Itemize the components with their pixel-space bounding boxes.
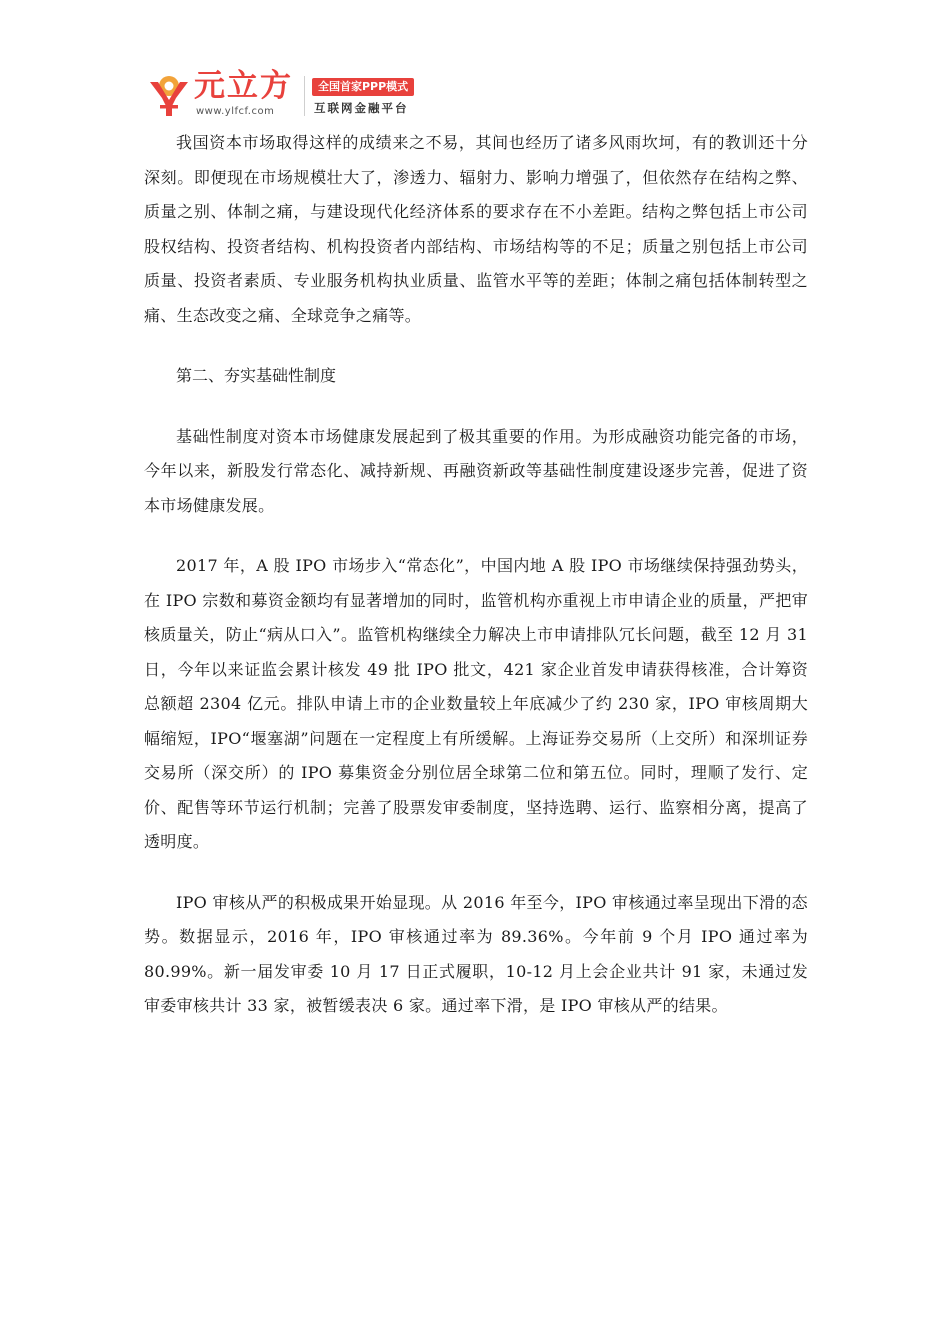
- tagline-badge: 全国首家PPP模式: [312, 78, 414, 96]
- header-divider: [304, 76, 305, 116]
- section-heading: 第二、夯实基础性制度: [176, 366, 337, 385]
- page-header: [146, 66, 506, 124]
- document-body: [144, 126, 808, 1024]
- tagline-subtitle: 互联网金融平台: [314, 101, 409, 115]
- logo-icon: [146, 72, 192, 118]
- paragraph-4: IPO 审核从严的积极成果开始显现。从 2016 年至今，IPO 审核通过率呈现出下滑的态势。数据显示，2016 年，IPO 审核通过率为 89.36%。今年前 9 个月 IPO 通过率为 80.99%。新一届发审委 10 月 17 日正式履职，10-12 月上会企业共计 91 家，未通过发审委审核共计 33 家，被暂缓表决 6 家。通过率下滑，是 IPO 审核从严的结果。: [144, 892, 808, 1015]
- paragraph-3: 2017 年，A 股 IPO 市场步入“常态化”，中国内地 A 股 IPO 市场继续保持强劲势头，在 IPO 宗数和募资金额均有显著增加的同时，监管机构亦重视上市申请企业的质量，严把审核质量关，防止“病从口入”。监管机构继续全力解决上市申请排队冗长问题，截至 12 月 31 日，今年以来证监会累计核发 49 批 IPO 批文，421 家企业首发申请获得核准，合计筹资总额超 2304 亿元。排队申请上市的企业数量较上年底减少了约 230 家，IPO 审核周期大幅缩短，IPO“堰塞湖”问题在一定程度上有所缓解。上海证券交易所（上交所）和深圳证券交易所（深交所）的 IPO 募集资金分别位居全球第二位和第五位。同时，理顺了发行、定价、配售等环节运行机制；完善了股票发审委制度，坚持选聘、运行、监察相分离，提高了透明度。: [144, 556, 808, 851]
- paragraph-2: 基础性制度对资本市场健康发展起到了极其重要的作用。为形成融资功能完备的市场，今年以来，新股发行常态化、减持新规、再融资新政等基础性制度建设逐步完善，促进了资本市场健康发展。: [144, 426, 808, 515]
- paragraph-1: 我国资本市场取得这样的成绩来之不易，其间也经历了诸多风雨坎坷，有的教训还十分深刻。即便现在市场规模壮大了，渗透力、辐射力、影响力增强了，但依然存在结构之弊、质量之别、体制之痛，与建设现代化经济体系的要求存在不小差距。结构之弊包括上市公司股权结构、投资者结构、机构投资者内部结构、市场结构等的不足；质量之别包括上市公司质量、投资者素质、专业服务机构执业质量、监管水平等的差距；体制之痛包括体制转型之痛、生态改变之痛、全球竞争之痛等。: [144, 133, 808, 325]
- logo-url: www.ylfcf.com: [196, 106, 275, 117]
- logo-name: 元立方: [194, 68, 293, 104]
